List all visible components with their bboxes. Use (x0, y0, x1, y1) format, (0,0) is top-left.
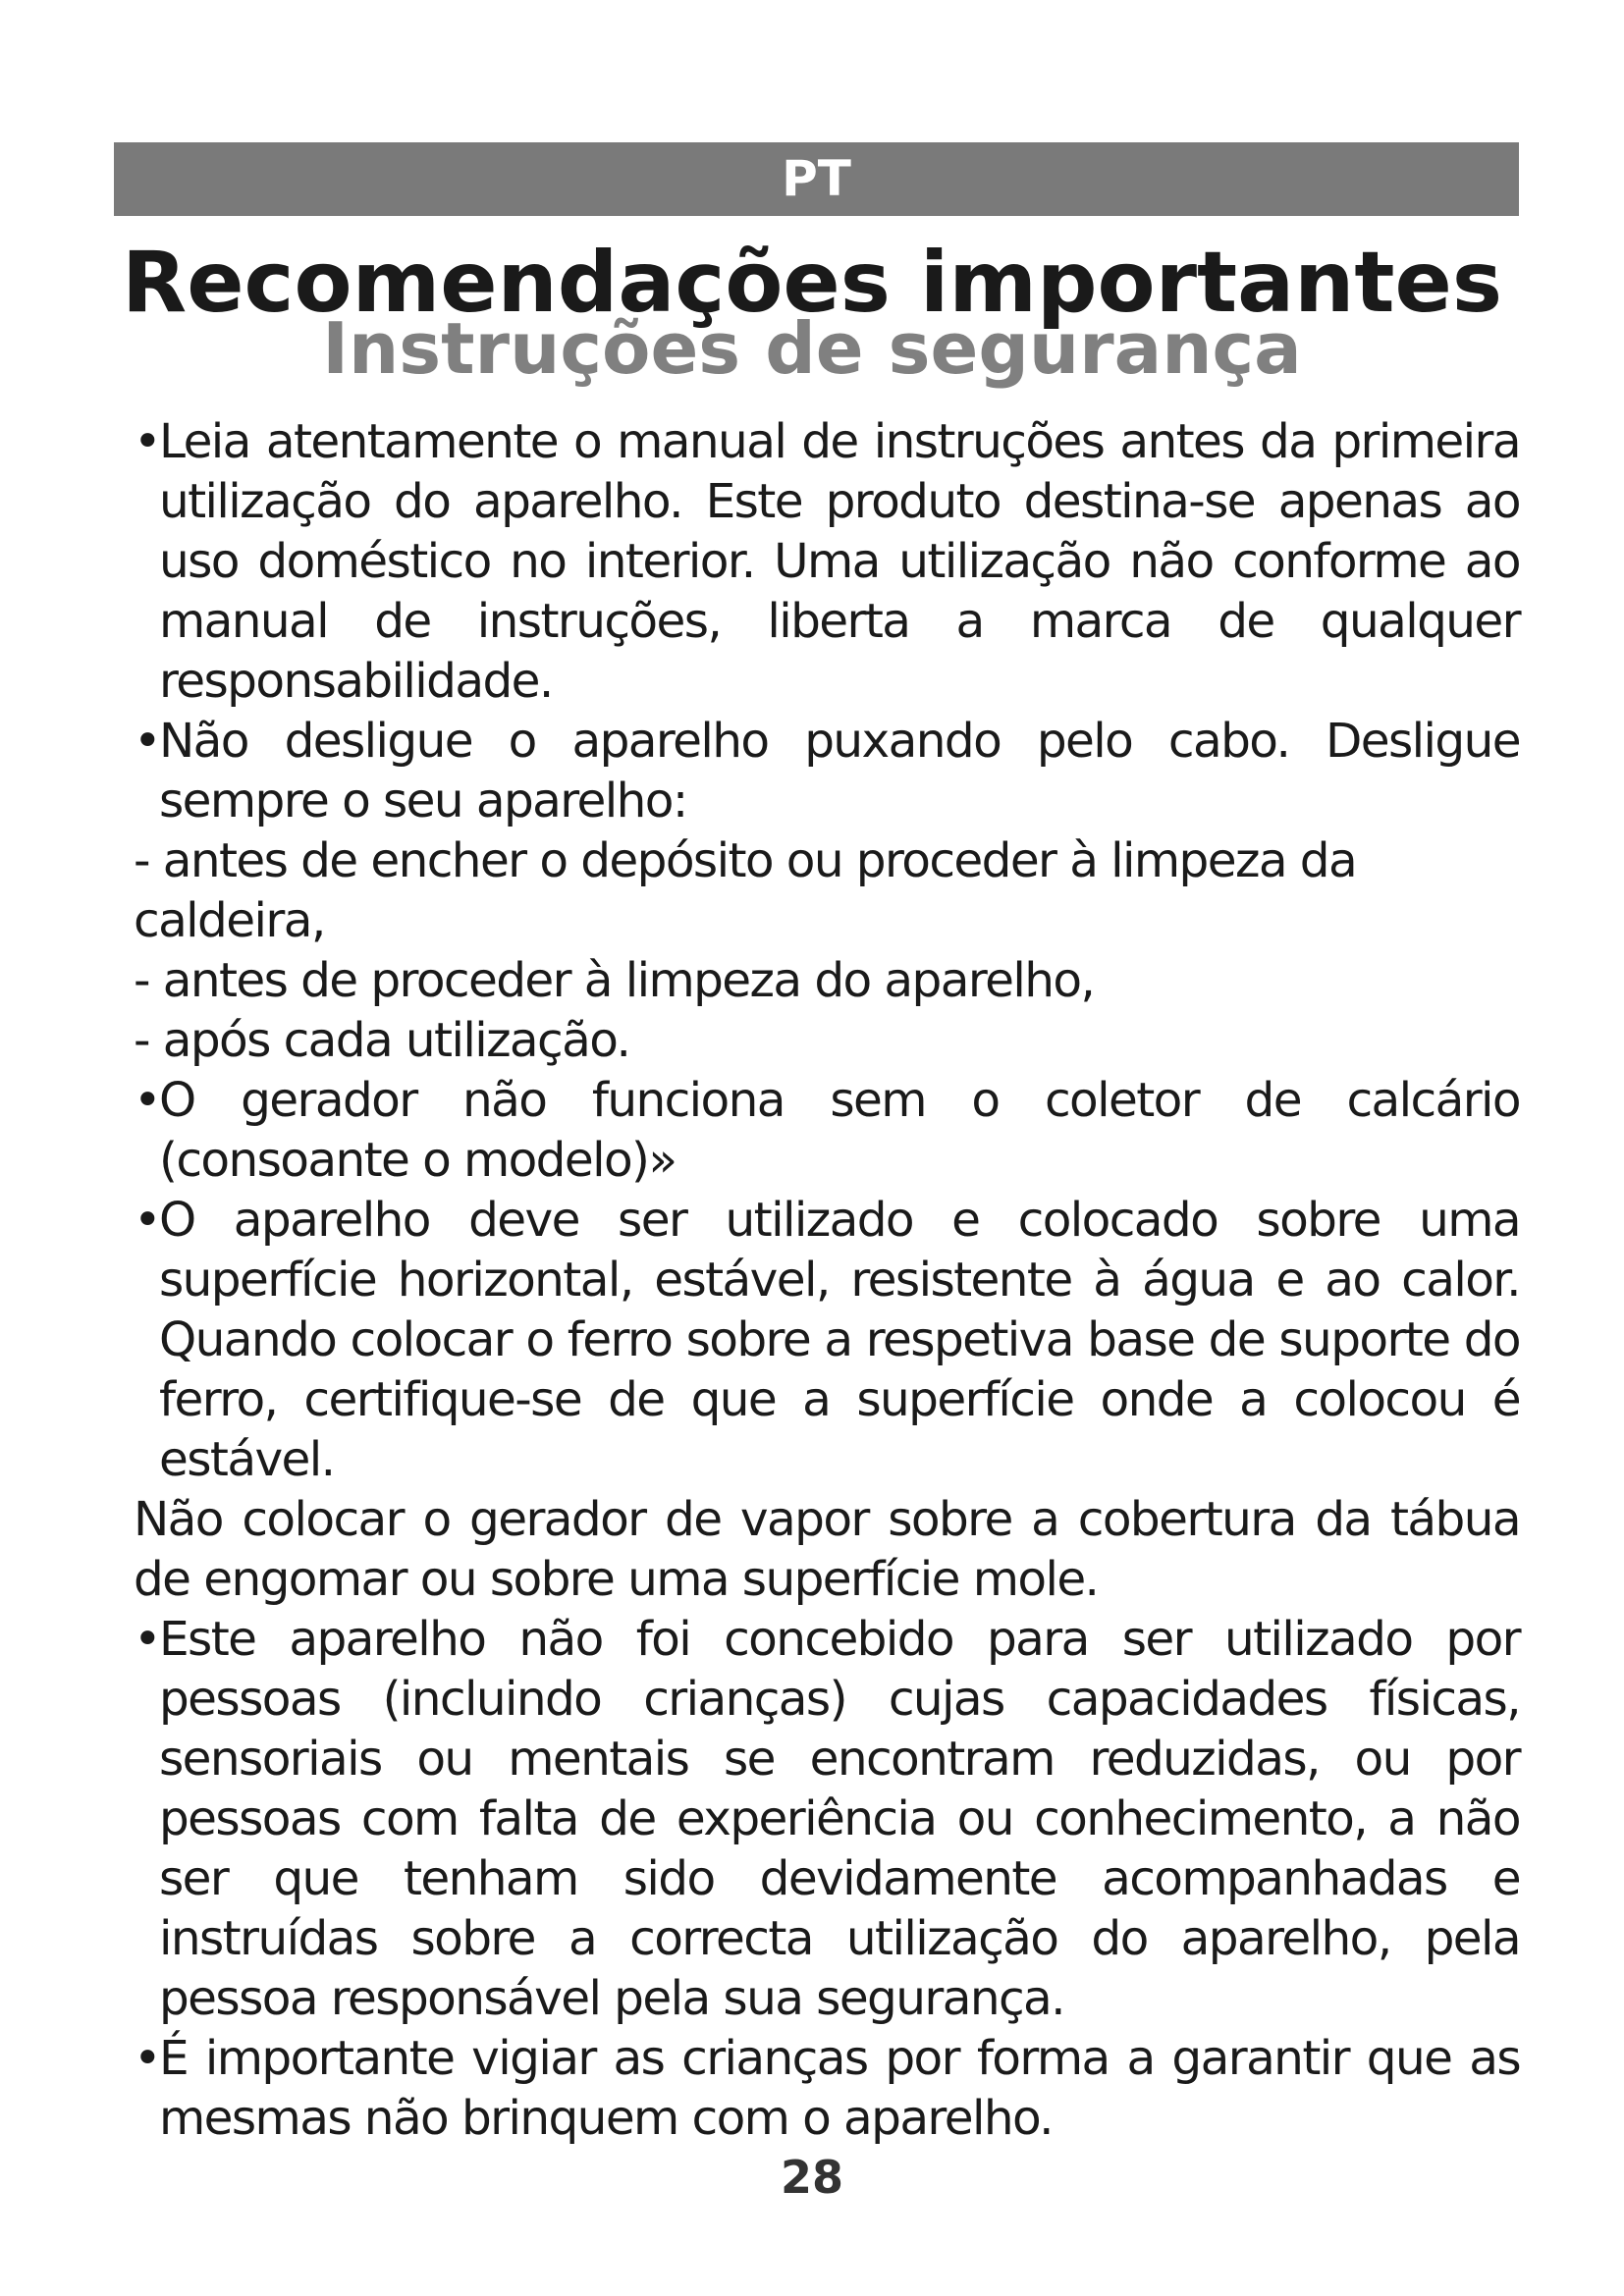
bullet-icon: • (134, 414, 161, 469)
list-item (134, 412, 1520, 712)
list-subitem-text: - antes de encher o depósito ou proceder à limpeza da caldeira, (134, 833, 1357, 948)
list-item (134, 1610, 1520, 2029)
list-subitem (134, 1011, 1520, 1071)
list-item (134, 712, 1520, 831)
list-item (134, 2029, 1520, 2149)
bullet-icon: • (134, 1073, 161, 1128)
list-subitem-text: - antes de proceder à limpeza do aparelho, (134, 953, 1095, 1008)
list-subitem (134, 951, 1520, 1011)
list-item (134, 1071, 1520, 1191)
safety-instructions-list (134, 412, 1520, 2149)
bullet-icon: • (134, 2031, 161, 2086)
bullet-icon: • (134, 1193, 161, 1248)
list-item-text: O gerador não funciona sem o coletor de calcário (consoante o modelo)» (159, 1073, 1520, 1188)
list-item-text: É importante vigiar as crianças por forma a garantir que as mesmas não brinquem com o aparelho. (159, 2031, 1520, 2146)
list-item-text: Este aparelho não foi concebido para ser utilizado por pessoas (incluindo crianças) cujas capacidades físicas, sensoriais ou mentais se encontram reduzidas, ou por pessoas com falta de experiência ou conhecimento, a não ser que tenham sido devidamente acompanhadas e instruídas sobre a correcta utilização do aparelho, pela pessoa responsável pela sua segurança. (159, 1612, 1520, 2026)
list-subitem (134, 831, 1520, 951)
page-number: 28 (780, 2151, 843, 2204)
list-item-text: Não desligue o aparelho puxando pelo cabo. Desligue sempre o seu aparelho: (159, 714, 1520, 828)
paragraph (134, 1490, 1520, 1610)
list-item (134, 1191, 1520, 1490)
bullet-icon: • (134, 1612, 161, 1667)
language-header-bar (114, 142, 1519, 216)
list-item-text: O aparelho deve ser utilizado e colocado sobre uma superfície horizontal, estável, resistente à água e ao calor. Quando colocar o ferro sobre a respetiva base de suporte do ferro, certifique-se de que a superfície onde a colocou é estável. (159, 1193, 1520, 1487)
paragraph-text: Não colocar o gerador de vapor sobre a cobertura da tábua de engomar ou sobre uma superfície mole. (134, 1492, 1520, 1607)
language-code: PT (782, 150, 851, 207)
list-subitem-text: - após cada utilização. (134, 1013, 630, 1068)
list-item-text: Leia atentamente o manual de instruções antes da primeira utilização do aparelho. Este produto destina-se apenas ao uso doméstico no interior. Uma utilização não conforme ao manual de instruções, liberta a marca de qualquer responsabilidade. (159, 414, 1520, 709)
page-subtitle: Instruções de segurança (322, 307, 1302, 390)
bullet-icon: • (134, 714, 161, 769)
page-title: Recomendações importantes (121, 234, 1503, 332)
